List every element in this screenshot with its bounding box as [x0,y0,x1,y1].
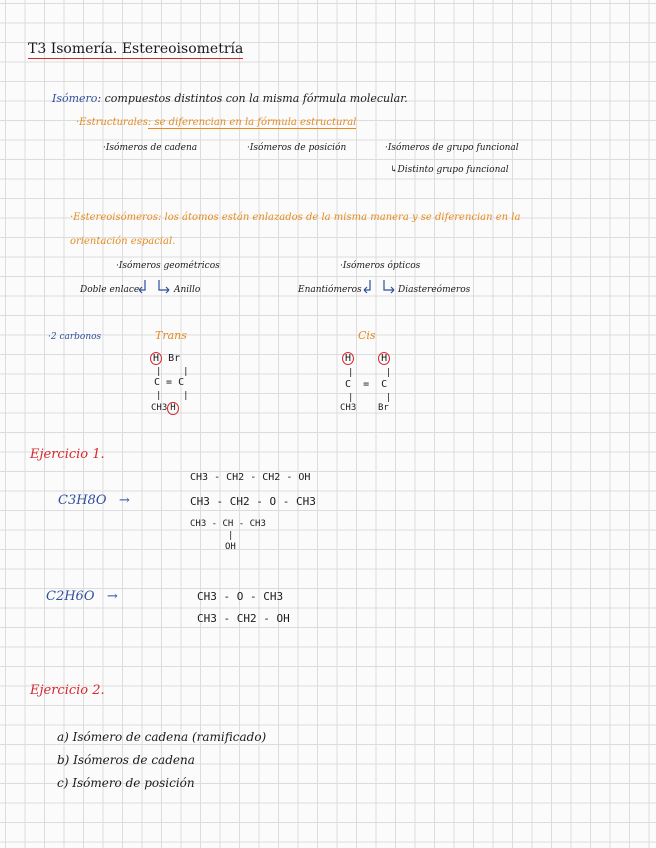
optical-isomers: ·Isómeros ópticos [340,261,421,271]
functional-group-isomers: ·Isómeros de grupo funcional [385,143,519,153]
exercise-1-title: Ejercicio 1. [30,447,105,462]
cis-molecule-top: H H [342,352,390,365]
branch-arrows-icon [362,278,398,296]
arrow-icon: → [118,493,130,508]
double-bond-label: Doble enlace [80,285,140,295]
branch-arrows-icon [137,278,173,296]
diastereomers-label: Diastereómeros [398,285,471,295]
isomer-2: CH3 - CH2 - O - CH3 [190,495,316,508]
stereoisomers-line1: ·Estereoisómeros: los átomos están enlazados de la misma manera y se diferencian en la [70,212,521,223]
isomer-4: CH3 - O - CH3 [197,590,284,603]
enantiomers-label: Enantiómeros [298,285,362,295]
isomer-term: Isómero [52,92,98,105]
trans-label: Trans [155,329,187,342]
arrow-icon: → [106,589,118,604]
isomer-definition [52,93,408,104]
geometric-isomers: ·Isómeros geométricos [116,261,220,271]
isomer-definition-text: : compuestos distintos con la misma fórmula molecular. [97,92,408,105]
isomer-5: CH3 - CH2 - OH [197,612,290,625]
isomer-3: CH3 - CH - CH3 [190,519,266,529]
ring-label: Anillo [174,285,201,295]
page-title: T3 Isomería. Estereoisometría [28,41,244,57]
cis-label: Cis [358,329,376,342]
functional-group-note: ↳Distinto grupo funcional [390,165,509,175]
isomer-3-oh: OH [225,542,236,552]
trans-molecule-bottom: CH3 H [151,402,179,415]
exercise-2-item-a: a) Isómero de cadena (ramificado) [57,730,267,744]
exercise-2-item-b: b) Isómeros de cadena [57,753,195,767]
isomer-1: CH3 - CH2 - CH2 - OH [190,472,311,483]
chain-isomers: ·Isómeros de cadena [103,143,198,153]
structural-isomers-heading: ·Estructurales: se diferencian en la fórmula estructural [76,117,357,128]
formula-c3h8o: C3H8O → [58,493,130,508]
exercise-2-item-c: c) Isómero de posición [57,776,195,790]
exercise-2-title: Ejercicio 2. [30,683,105,698]
two-carbons-label: ·2 carbonos [48,332,102,342]
position-isomers: ·Isómeros de posición [247,143,347,153]
cis-double-bond: C = C [345,379,388,390]
stereoisomers-line2: orientación espacial. [70,236,176,247]
trans-double-bond: C = C [154,377,185,388]
trans-molecule-top: H Br [150,352,180,365]
cis-molecule-bottom: CH3 Br [340,403,389,413]
formula-c2h6o: C2H6O → [46,589,118,604]
